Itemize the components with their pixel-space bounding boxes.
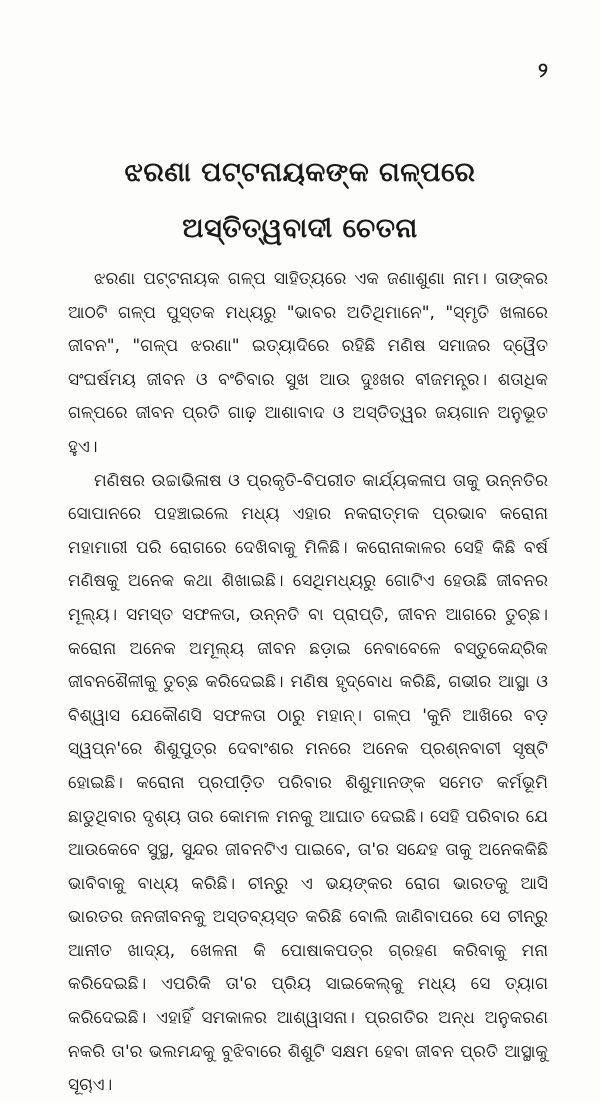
chapter-title [0, 145, 600, 257]
body-text [68, 263, 548, 1103]
title-line-1: ଝରଣା ପଟ୍ଟନାୟକଙ୍କ ଗଳ୍ପରେ [124, 157, 476, 188]
paragraph-1: ଝରଣା ପଟ୍ଟନାୟକ ଗଳ୍ପ ସାହିତ୍ୟରେ ଏକ ଜଣାଶୁଣା ନାମ। ତାଙ୍କର ଆଠଟି ଗଳ୍ପ ପୁସ୍ତକ ମଧ୍ୟରୁ "ଭାବର ଅତିଥିମାନେ", "ସ୍ମୃତି ଖଳାରେ ଜୀବନ", "ଗଳ୍ପ ଝରଣା" ଇତ୍ୟାଦିରେ ରହିଛି ମଣିଷ ସମାଜର ଦ୍ୱୈତ ସଂଘର୍ଷମୟ ଜୀବନ ଓ ବଂଚିବାର ସୁଖ ଆଉ ଦୁଃଖର ବୀଜମନ୍ତ୍ର। ଶତାଧିକ ଗଳ୍ପରେ ଜୀବନ ପ୍ରତି ଗାଢ଼ ଆଶାବାଦ ଓ ଅସ୍ତିତ୍ୱର ଜୟଗାନ ଅନୁଭୂତ ହୁଏ। [68, 269, 548, 457]
title-line-2: ଅସ୍ତିତ୍ୱବାଦୀ ଚେତନା [182, 213, 418, 244]
paragraph-2: ମଣିଷର ଉଚ୍ଚାଭିଳାଷ ଓ ପ୍ରକୃତି-ବିପରୀତ କାର୍ଯ୍ୟକଳାପ ତାକୁ ଉନ୍ନତିର ସୋପାନରେ ପହଞ୍ଚାଇଲେ ମଧ୍ୟ ଏହାର ନକରାତ୍ମକ ପ୍ରଭାବ କରୋନା ମହାମାରୀ ପରି ରୋଗରେ ଦେଖିବାକୁ ମିଳିଛି। କରୋନାକାଳର ସେହି କିଛି ବର୍ଷ ମଣିଷକୁ ଅନେକ କଥା ଶିଖାଇଛି। ସେଥିମଧ୍ୟରୁ ଗୋଟିଏ ହେଉଛି ଜୀବନର ମୂଲ୍ୟ। ସମସ୍ତ ସଫଳତା, ଉନ୍ନତି ବା ପ୍ରାପ୍ତି, ଜୀବନ ଆଗରେ ତୁଚ୍ଛ। କରୋନା ଅନେକ ଅମୂଲ୍ୟ ଜୀବନ ଛଡ଼ାଇ ନେବାବେଳେ ବସ୍ତୁକେନ୍ଦ୍ରିକ ଜୀବନଶୈଳୀକୁ ତୁଚ୍ଛ କରିଦେଇଛି। ମଣିଷ ହୃଦ୍‌ବୋଧ କରିଛି, ଗଭୀର ଆସ୍ଥା ଓ ବିଶ୍ୱାସ ଯେକୌଣସି ସଫଳତା ଠାରୁ ମହାନ୍। ଗଳ୍ପ 'କୁନି ଆଖିରେ ବଡ଼ ସ୍ୱପ୍ନ'ରେ ଶିଶୁପୁତ୍ର ଦେବାଂଶର ମନରେ ଅନେକ ପ୍ରଶ୍ନବାଚୀ ସୃଷ୍ଟି ହୋଇଛି। କରୋନା ପ୍ରପୀଡ଼ିତ ପରିବାର ଶିଶୁମାନଙ୍କ ସମେତ କର୍ମଭୂମି ଛାଡୁଥିବାର ଦୃଶ୍ୟ ତାର କୋମଳ ମନକୁ ଆଘାତ ଦେଇଛି। ସେହି ପରିବାର ଯେ ଆଉକେବେ ସୁସ୍ଥ, ସୁନ୍ଦର ଜୀବନଟିଏ ପାଇବେ, ତା'ର ସନ୍ଦେହ ତାକୁ ଅନେକକିଛି ଭାବିବାକୁ ବାଧ୍ୟ କରିଛି। ଚୀନ୍‌ରୁ ଏ ଭୟଙ୍କର ରୋଗ ଭାରତକୁ ଆସି ଭାରତର ଜନଜୀବନକୁ ଅସ୍ତବ୍ୟସ୍ତ କରିଛି ବୋଲି ଜାଣିବାପରେ ସେ ଚୀନ୍‌ରୁ ଆନୀତ ଖାଦ୍ୟ, ଖେଳନା କି ପୋଷାକପତ୍ର ଗ୍ରହଣ କରିବାକୁ ମନା କରିଦେଇଛି। ଏପରିକି ତା'ର ପ୍ରିୟ ସାଇକେଲ୍‌କୁ ମଧ୍ୟ ସେ ତ୍ୟାଗ କରିଦେଇଛି। ଏହାହିଁ ସମକାଳର ଆଶ୍ୱାସନା। ପ୍ରଗତିର ଅନ୍ଧ ଅନୁକରଣ ନକରି ତା'ର ଭଲମନ୍ଦକୁ ବୁଝିବାରେ ଶିଶୁଟି ସକ୍ଷମ ହେବା ଜୀବନ ପ୍ରତି ଆସ୍ଥାକୁ ସୂଚାଏ। [68, 470, 548, 1096]
page-number: ୨ [538, 58, 548, 82]
